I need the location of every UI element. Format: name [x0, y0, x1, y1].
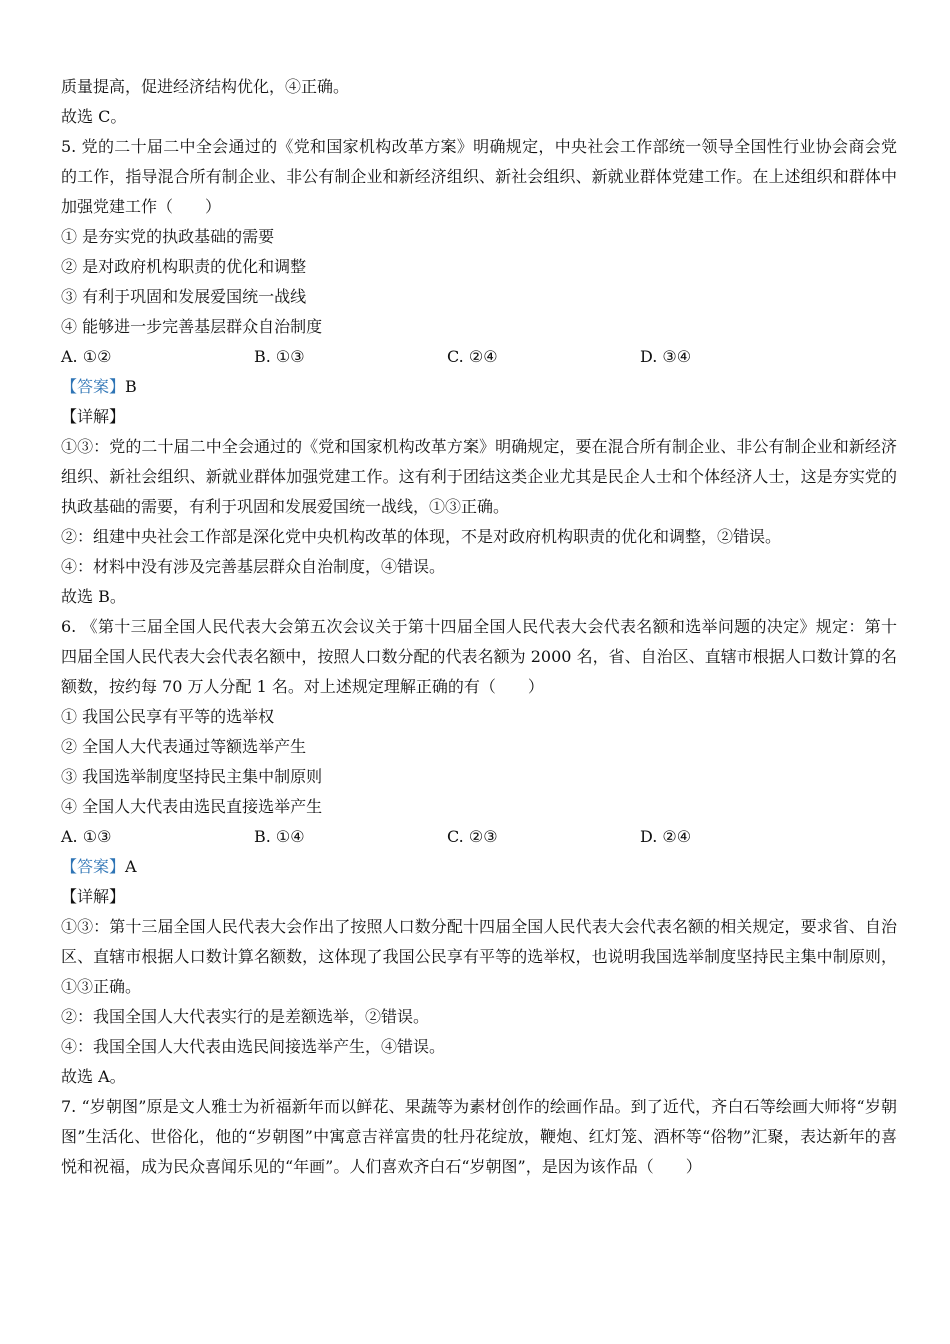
question-6-conclusion: 故选 A。 — [61, 1067, 126, 1086]
document-page — [61, 72, 897, 1182]
question-6-stem: 6. 《第十三届全国人民代表大会第五次会议关于第十四届全国人民代表大会代表名额和选举问题的决定》规定：第十四届全国人民代表大会代表名额中，按照人口数分配的代表名额为 2000 名，省、自治区、直辖市根据人口数计算的名额数，按约每 70 万人分配 1 名。对上述规定理解正确的有（ ） — [61, 617, 897, 696]
question-6-option-d: D. ②④ — [640, 827, 692, 846]
question-5-options — [61, 342, 897, 372]
question-5-detail-3: ④：材料中没有涉及完善基层群众自治制度，④错误。 — [61, 557, 446, 576]
question-5-item-4: ④ 能够进一步完善基层群众自治制度 — [61, 317, 323, 336]
question-6-option-b: B. ①④ — [254, 827, 305, 846]
question-6-answer — [61, 852, 897, 882]
question-6-detail-3: ④：我国全国人大代表由选民间接选举产生，④错误。 — [61, 1037, 446, 1056]
question-6-options — [61, 822, 897, 852]
question-5-detail-1: ①③：党的二十届二中全会通过的《党和国家机构改革方案》明确规定，要在混合所有制企业、非公有制企业和新经济组织、新社会组织、新就业群体加强党建工作。这有利于团结这类企业尤其是民企人士和个体经济人士，这是夯实党的执政基础的需要，有利于巩固和发展爱国统一战线，①③正确。 — [61, 437, 897, 516]
question-6-item-2: ② 全国人大代表通过等额选举产生 — [61, 737, 307, 756]
question-5-detail-label: 【详解】 — [61, 407, 126, 426]
question-7-stem: 7. “岁朝图”原是文人雅士为祈福新年而以鲜花、果蔬等为素材创作的绘画作品。到了近代，齐白石等绘画大师将“岁朝图”生活化、世俗化，他的“岁朝图”中寓意吉祥富贵的牡丹花绽放，鞭炮、红灯笼、酒杯等“俗物”汇聚，表达新年的喜悦和祝福，成为民众喜闻乐见的“年画”。人们喜欢齐白石“岁朝图”，是因为该作品（ ） — [61, 1097, 897, 1176]
question-5-item-1: ① 是夯实党的执政基础的需要 — [61, 227, 275, 246]
question-6-option-a: A. ①③ — [61, 827, 112, 846]
answer-label: 【答案】 — [61, 857, 126, 876]
intro-conclusion: 故选 C。 — [61, 107, 127, 126]
answer-value: B — [125, 377, 137, 396]
question-6-item-4: ④ 全国人大代表由选民直接选举产生 — [61, 797, 323, 816]
answer-label: 【答案】 — [61, 377, 126, 396]
question-5-option-b: B. ①③ — [254, 347, 305, 366]
question-5-answer — [61, 372, 897, 402]
question-5-conclusion: 故选 B。 — [61, 587, 126, 606]
question-6-detail-2: ②：我国全国人大代表实行的是差额选举，②错误。 — [61, 1007, 430, 1026]
answer-value: A — [125, 857, 137, 876]
intro-line: 质量提高，促进经济结构优化，④正确。 — [61, 77, 350, 96]
question-5-detail-2: ②：组建中央社会工作部是深化党中央机构改革的体现，不是对政府机构职责的优化和调整，②错误。 — [61, 527, 782, 546]
question-5-stem: 5. 党的二十届二中全会通过的《党和国家机构改革方案》明确规定，中央社会工作部统一领导全国性行业协会商会党的工作，指导混合所有制企业、非公有制企业和新经济组织、新社会组织、新就业群体党建工作。在上述组织和群体中加强党建工作（ ） — [61, 137, 897, 216]
question-5-option-d: D. ③④ — [640, 347, 692, 366]
question-6-detail-label: 【详解】 — [61, 887, 126, 906]
question-7 — [61, 1092, 897, 1182]
question-5-option-a: A. ①② — [61, 347, 112, 366]
question-6-option-c: C. ②③ — [447, 827, 498, 846]
question-6-detail-1: ①③：第十三届全国人民代表大会作出了按照人口数分配十四届全国人民代表大会代表名额的相关规定，要求省、自治区、直辖市根据人口数计算名额数，这体现了我国公民享有平等的选举权，也说明我国选举制度坚持民主集中制原则，①③正确。 — [61, 917, 897, 996]
question-5 — [61, 132, 897, 612]
question-6-item-1: ① 我国公民享有平等的选举权 — [61, 707, 275, 726]
question-5-item-2: ② 是对政府机构职责的优化和调整 — [61, 257, 307, 276]
question-6-item-3: ③ 我国选举制度坚持民主集中制原则 — [61, 767, 323, 786]
question-6 — [61, 612, 897, 1092]
question-5-item-3: ③ 有利于巩固和发展爱国统一战线 — [61, 287, 307, 306]
question-5-option-c: C. ②④ — [447, 347, 498, 366]
